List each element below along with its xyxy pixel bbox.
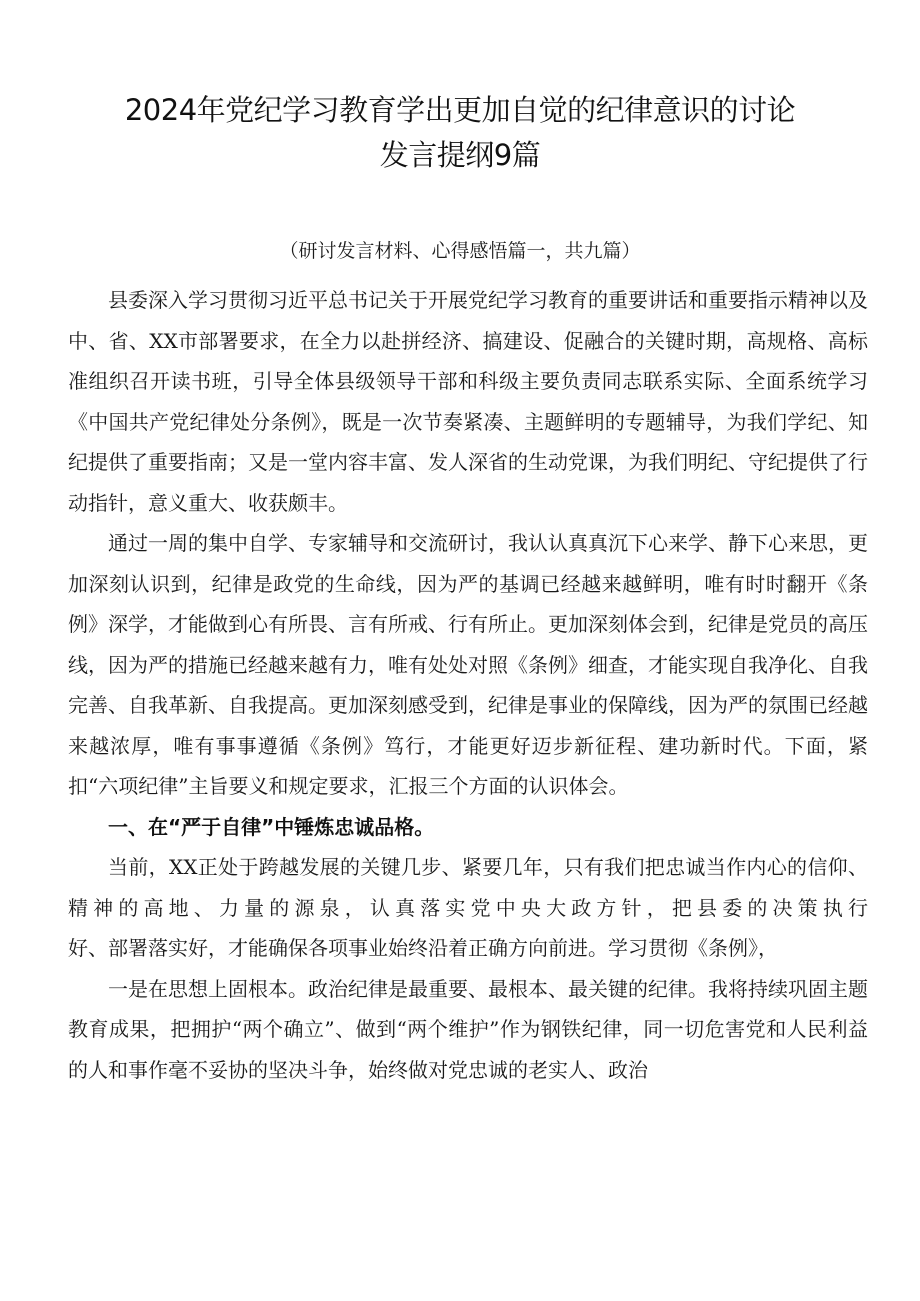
document-title-line1: 2024年党纪学习教育学出更加自觉的纪律意识的讨论 bbox=[124, 93, 796, 127]
paragraph-thought: 一是在思想上固根本。政治纪律是最重要、最根本、最关键的纪律。我将持续巩固主题教育成果，把拥护“两个确立”、做到“两个维护”作为钢铁纪律，同一切危害党和人民利益的人和事作毫不妥协的坚决斗争，始终做对党忠诚的老实人、政治 bbox=[68, 976, 868, 1082]
paragraph-loyalty-line2: 好、部署落实好，才能确保各项事业始终沿着正确方向前进。学习贯彻《条例》， bbox=[68, 936, 778, 960]
document-title-line2: 发言提纲9篇 bbox=[379, 138, 541, 172]
paragraph-intro: 县委深入学习贯彻习近平总书记关于开展党纪学习教育的重要讲话和重要指示精神以及中、省、XX市部署要求，在全力以赴拼经济、搞建设、促融合的关键时期，高规格、高标准组织召开读书班，引导全体县级领导干部和科级主要负责同志联系实际、全面系统学习《中国共产党纪律处分条例》，既是一次节奏紧凑、主题鲜明的专题辅导，为我们学纪、知纪提供了重要指南；又是一堂内容丰富、发人深省的生动党课，为我们明纪、守纪提供了行动指针，意义重大、收获颇丰。 bbox=[68, 288, 868, 515]
document-body bbox=[68, 280, 868, 1090]
section-heading-1: 一、在“严于自律”中锤炼忠诚品格。 bbox=[108, 814, 435, 839]
document-subtitle: （研讨发言材料、心得感悟篇一，共九篇） bbox=[279, 240, 641, 262]
paragraph-understanding: 通过一周的集中自学、专家辅导和交流研讨，我认认真真沉下心来学、静下心来思，更加深刻认识到，纪律是政党的生命线，因为严的基调已经越来越鲜明，唯有时时翻开《条例》深学，才能做到心有所畏、言有所戒、行有所止。更加深刻体会到，纪律是党员的高压线，因为严的措施已经越来越有力，唯有处处对照《条例》细查，才能实现自我净化、自我完善、自我革新、自我提高。更加深刻感受到，纪律是事业的保障线，因为严的氛围已经越来越浓厚，唯有事事遵循《条例》笃行，才能更好迈步新征程、建功新时代。下面，紧扣“六项纪律”主旨要义和规定要求，汇报三个方面的认识体会。 bbox=[68, 531, 868, 798]
paragraph-loyalty-line1: 当前，XX正处于跨越发展的关键几步、紧要几年，只有我们把忠诚当作内心的信仰、精神的高地、力量的源泉，认真落实党中央大政方针，把县委的决策执行 bbox=[68, 855, 868, 920]
